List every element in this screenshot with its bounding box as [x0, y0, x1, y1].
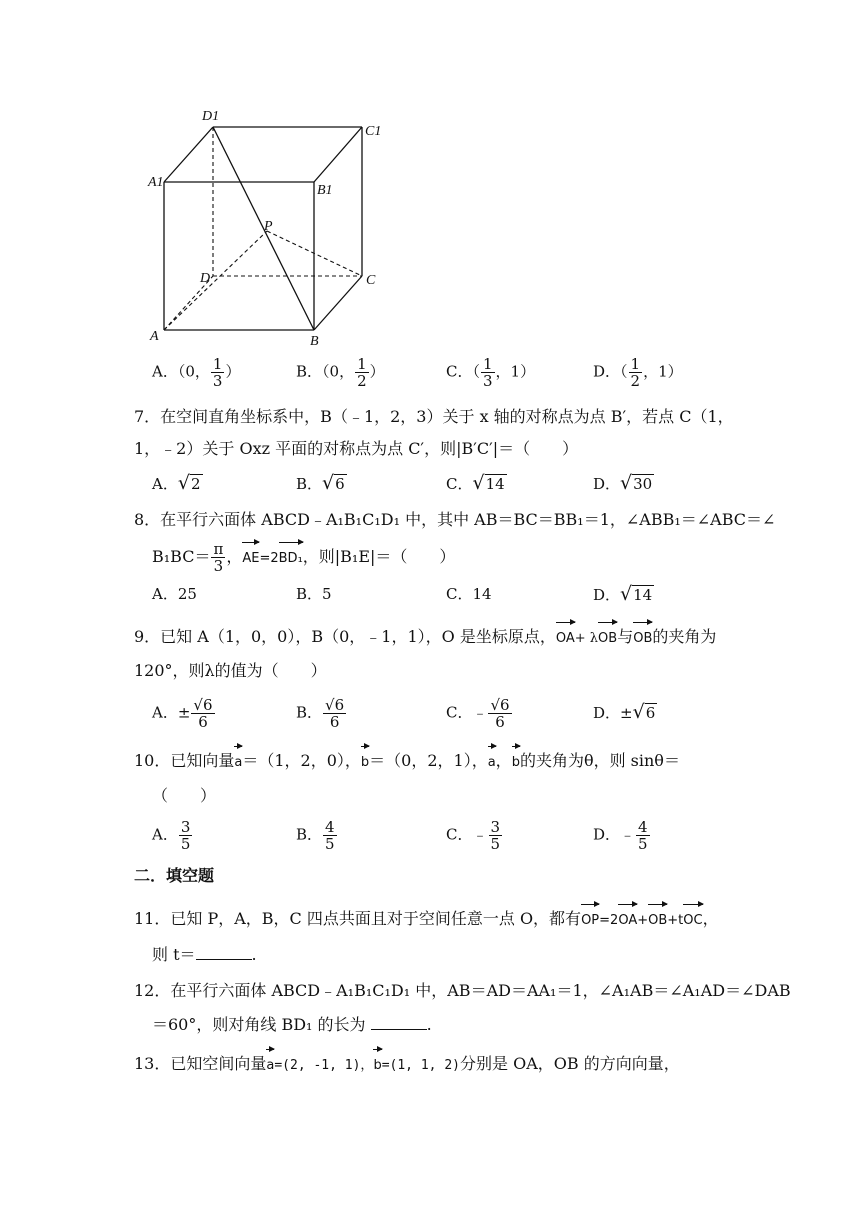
label-d: D — [200, 271, 211, 286]
q10-option-d[interactable]: D．﹣ $\frac{4}{5}$ — [593, 818, 648, 853]
q12-answer-blank[interactable] — [371, 1015, 427, 1030]
q10-option-b[interactable]: B． $\frac{4}{5}$ — [296, 818, 335, 853]
label-c1: C1 — [365, 124, 382, 139]
q12-line2: ＝60°，则对角线 BD₁ 的长为 . — [152, 1015, 432, 1034]
q13-line1: 13．已知空间向量a=(2, -1, 1)，b=(1, 1, 2)分别是 OA，OB 的方向向量， — [134, 1047, 860, 1077]
q9-line1: 9．已知 A（1，0，0），B（0，﹣1，1），O 是坐标原点，OA+ λOB与OB的夹角为 — [134, 620, 860, 650]
q10-option-c[interactable]: C．﹣ $\frac{3}{5}$ — [446, 818, 501, 853]
q12-line1: 12．在平行六面体 ABCD﹣A₁B₁C₁D₁ 中，AB＝AD＝AA₁＝1，∠A₁AB＝∠A₁AD＝∠DAB — [134, 981, 791, 1000]
label-d1: D1 — [202, 109, 220, 124]
q11-answer-blank[interactable] — [196, 945, 252, 960]
edge-a1-d1 — [164, 127, 213, 182]
label-a1: A1 — [148, 175, 164, 190]
q8-line1: 8．在平行六面体 ABCD﹣A₁B₁C₁D₁ 中，其中 AB＝BC＝BB₁＝1，∠ABB₁＝∠ABC＝∠ — [134, 510, 776, 529]
edge-b-c — [314, 276, 362, 330]
q10-option-a[interactable]: A． $\frac{3}{5}$ — [152, 818, 191, 853]
q9-option-c[interactable]: C．﹣ $\frac{√6}{6}$ — [446, 696, 510, 731]
q7-option-d[interactable]: D．√30 — [593, 472, 653, 494]
q9-option-a[interactable]: A．± $\frac{√6}{6}$ — [152, 696, 213, 731]
q11-line1: 11．已知 P，A，B，C 四点共面且对于空间任意一点 O，都有OP=2OA+OB+tOC， — [134, 902, 860, 932]
cube-figure — [140, 100, 400, 360]
q8-line2: B₁BC＝ $\frac{\pi}{3}$ ，AE=2BD₁，则|B₁E|＝（ ） — [152, 540, 456, 575]
q6-option-a[interactable]: A．（0， $\frac{1}{3}$ ） — [152, 355, 241, 390]
label-c: C — [366, 273, 376, 288]
q6-option-c[interactable]: C．（ $\frac{1}{3}$ ，1） — [446, 355, 536, 390]
q6-option-d[interactable]: D．（ $\frac{1}{2}$ ，1） — [593, 355, 683, 390]
q8-option-c[interactable]: C．14 — [446, 585, 492, 603]
q8-option-d[interactable]: D．√14 — [593, 583, 653, 605]
q8-option-b[interactable]: B．5 — [296, 585, 332, 603]
label-b: B — [310, 334, 319, 349]
label-p: P — [264, 219, 273, 234]
q10-line2: （ ） — [152, 786, 217, 805]
label-b1: B1 — [317, 183, 333, 198]
q6-option-b[interactable]: B．（0， $\frac{1}{2}$ ） — [296, 355, 385, 390]
q7-line2: 1，﹣2）关于 Oxz 平面的对称点为点 C′，则|B′C′|＝（ ） — [134, 439, 579, 458]
q7-option-b[interactable]: B．√6 — [296, 472, 345, 494]
q8-option-a[interactable]: A．25 — [152, 585, 197, 603]
q7-option-a[interactable]: A．√2 — [152, 472, 201, 494]
q7-option-c[interactable]: C．√14 — [446, 472, 505, 494]
cube-diagram — [140, 100, 400, 360]
line-a-p — [164, 231, 267, 330]
q7-line1: 7．在空间直角坐标系中，B（﹣1，2，3）关于 x 轴的对称点为点 B′，若点 C（1， — [134, 407, 734, 426]
section-title-fill-in: 二．填空题 — [134, 866, 215, 885]
q10-line1: 10．已知向量a＝（1，2，0），b＝（0，2，1），a，b的夹角为θ，则 sinθ＝ — [134, 744, 860, 774]
edge-b1-c1 — [314, 127, 362, 182]
q9-option-b[interactable]: B． $\frac{√6}{6}$ — [296, 696, 345, 731]
q9-line2: 120°，则λ的值为（ ） — [134, 661, 327, 680]
q11-line2: 则 t＝ . — [152, 945, 257, 964]
label-a: A — [150, 329, 159, 344]
q9-option-d[interactable]: D．±√6 — [593, 701, 656, 723]
